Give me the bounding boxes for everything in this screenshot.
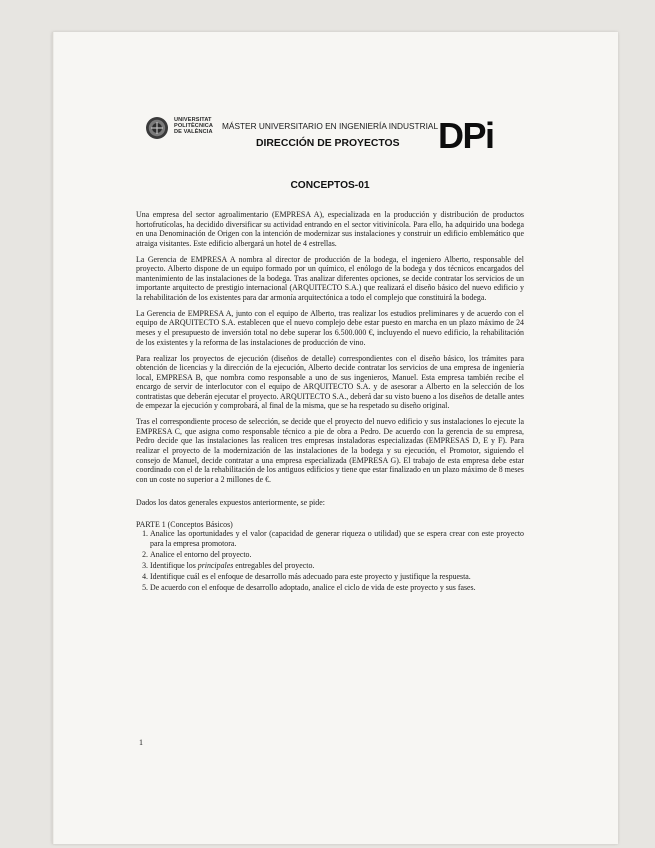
university-name: UNIVERSITAT POLITÈCNICA DE VALÈNCIA (174, 117, 214, 135)
program-name: MÁSTER UNIVERSITARIO EN INGENIERÍA INDUSTRIAL (222, 121, 439, 131)
paragraph: Una empresa del sector agroalimentario (EMPRESA A), especializada en la producción y distribución de productos hortofrutícolas, ha decidido diversificar su actividad entrando en el sector vitivinícola. Para ello, ha adquirido una bodega en una Denominación de Origen con la intención de modernizar sus instalaciones y construir un edificio emblemático que atraiga visitantes. Este edificio albergará un hotel de 4 estrellas. (136, 210, 524, 248)
paragraph: Tras el correspondiente proceso de selección, se decide que el proyecto del nuevo edificio y sus instalaciones lo ejecute la EMPRESA C, que asigna como responsable técnico a pie de obra a Pedro. De acuerdo con la gerencia de su empresa, Pedro decide que las instalaciones las realicen tres empresas instaladoras especializadas (EMPRESAS D, E y F). Para realizar el proyecto de la modernización de las instalaciones de la bodega y su ejecución, el Promotor, siguiendo el consejo de Manuel, decide contratar a una empresa especializada (EMPRESA G). El trabajo de esta empresa debe estar coordinado con el de la rehabilitación de los antiguos edificios y tiene que estar finalizado en un plazo máximo de 8 meses con un coste no superior a 2 millones de €. (136, 417, 524, 484)
paragraph: La Gerencia de EMPRESA A nombra al director de producción de la bodega, el ingeniero Alberto, responsable del proyecto. Alberto dispone de un equipo formado por un químico, el enólogo de la bodega y dos técnicos encargados del mantenimiento de las instalaciones de la bodega. Tras analizar diferentes opciones, se decide contratar los servicios de un importante arquitecto de prestigio internacional (ARQUITECTO S.A.) que realizará el diseño básico del nuevo edificio y la rehabilitación de los existentes para dar armonía arquitectónica a todo el complejo que constituirá la bodega. (136, 254, 524, 302)
question-list (136, 529, 524, 592)
dpi-logo: DPi (438, 115, 494, 156)
question-item: 2. Analice el entorno del proyecto. (150, 550, 524, 560)
page-number: 1 (139, 738, 143, 747)
question-intro: Dados los datos generales expuestos anteriormente, se pide: (136, 498, 325, 508)
page-fold-shadow (52, 32, 54, 844)
university-seal-icon (145, 116, 169, 140)
emphasis-text: principales (197, 560, 234, 570)
question-item: 1. Analice las oportunidades y el valor (capacidad de generar riqueza o utilidad) que se espera crear con este proyecto para la empresa promotora. (150, 529, 524, 548)
question-item: 5. De acuerdo con el enfoque de desarrollo adoptado, analice el ciclo de vida de este proyecto y sus fases. (150, 583, 524, 593)
document-title: CONCEPTOS-01 (290, 180, 370, 191)
part-title: PARTE 1 (Conceptos Básicos) (136, 519, 233, 529)
question-item: 4. Identifique cuál es el enfoque de desarrollo más adecuado para este proyecto y justifique la respuesta. (150, 572, 524, 582)
document-body (136, 210, 524, 594)
question-item: 3. Identifique los principales entregables del proyecto. (150, 561, 524, 571)
course-name: DIRECCIÓN DE PROYECTOS (256, 138, 400, 149)
paragraph: La Gerencia de EMPRESA A, junto con el equipo de Alberto, tras realizar los estudios preliminares y de acuerdo con el equipo de ARQUITECTO S.A. establecen que el nuevo complejo debe estar puesto en marcha en un plazo máximo de 24 meses y el presupuesto de inversión total no debe superar los 6.500.000 €, incluyendo el nuevo edificio, la rehabilitación de los existentes y la reforma de las instalaciones de producción de vino. (136, 308, 524, 347)
paragraph: Para realizar los proyectos de ejecución (diseños de detalle) correspondientes con el diseño básico, los trámites para obtención de licencias y la dirección de la ejecución, Alberto decide contratar los servicios de una empresa de ingeniería local, EMPRESA B, que nombra como responsable a uno de sus ingenieros, Manuel. Esta empresa también recibe el encargo de servir de interlocutor con el equipo de ARQUITECTO S.A. y de asesorar a Alberto en la selección de los contratistas que deberán ejecutar el proyecto. ARQUITECTO S.A., deberá dar su visto bueno a los diseños de detalle antes de empezar la ejecución y comprobará, al final de la misma, que se ha respetado su diseño original. (136, 353, 524, 411)
